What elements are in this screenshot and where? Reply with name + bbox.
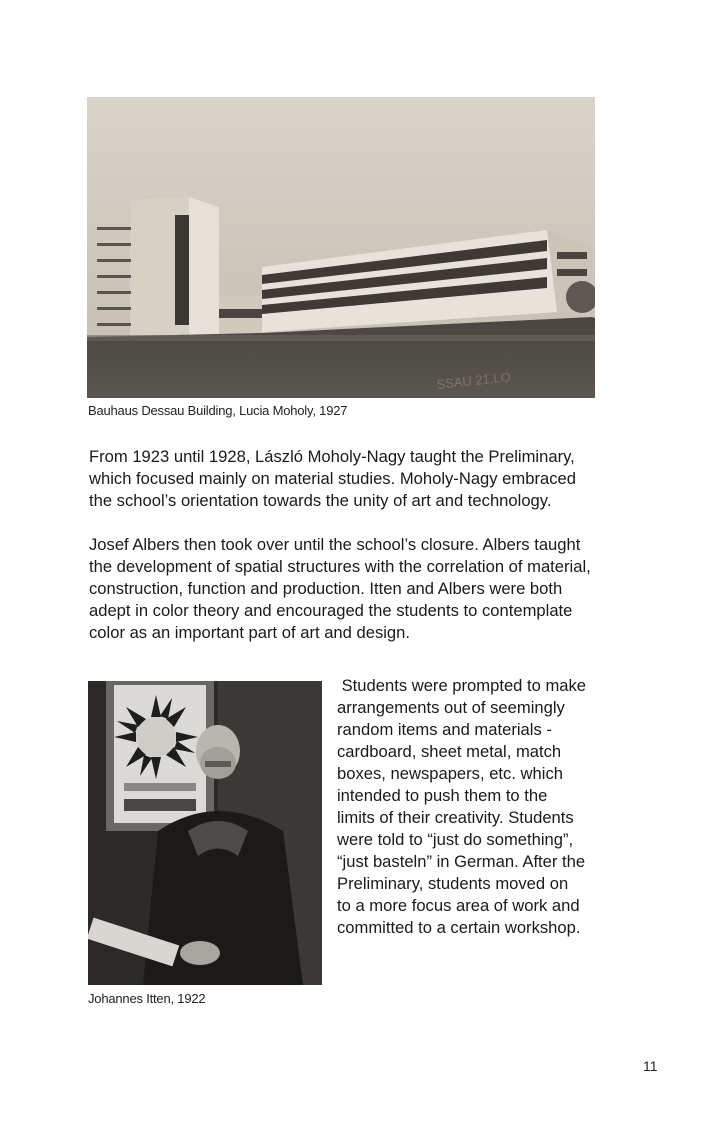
paragraph-line: the development of spatial structures with the correlation of material, [89,557,591,576]
paragraph-line: committed to a certain workshop. [337,918,581,937]
paragraph-line: limits of their creativity. Students [337,808,574,827]
paragraph-line: “just basteln” in German. After the [337,852,586,871]
paragraph-line: cardboard, sheet metal, match [337,742,562,761]
paragraph-line: were told to “just do something”, [337,830,574,849]
postmark-text: SSAU 21.LO [435,369,512,392]
paragraph-line: the school’s orientation towards the unity of art and technology. [89,491,552,510]
paragraph-line: Preliminary, students moved on [337,874,569,893]
paragraph-line: Students were prompted to make [337,676,587,695]
johannes-itten-photo [88,681,322,985]
figure-caption-itten: Johannes Itten, 1922 [88,991,206,1006]
paragraph-moholy-nagy [89,446,576,512]
paragraph-line: arrangements out of seemingly [337,698,565,717]
paragraph-line: construction, function and production. Itten and Albers were both [89,579,563,598]
figure-caption-bauhaus: Bauhaus Dessau Building, Lucia Moholy, 1927 [88,403,348,418]
paragraph-line: color as an important part of art and design. [89,623,410,642]
paragraph-line: From 1923 until 1928, László Moholy-Nagy taught the Preliminary, [89,447,575,466]
bauhaus-building-photo [87,97,595,398]
paragraph-line: to a more focus area of work and [337,896,580,915]
paragraph-line: which focused mainly on material studies. Moholy-Nagy embraced [89,469,576,488]
page-number: 11 [643,1058,658,1074]
paragraph-line: boxes, newspapers, etc. which [337,764,563,783]
paragraph-students [337,675,586,939]
paragraph-line: intended to push them to the [337,786,548,805]
paragraph-line: Josef Albers then took over until the school’s closure. Albers taught [89,535,581,554]
paragraph-line: adept in color theory and encouraged the students to contemplate [89,601,573,620]
paragraph-line: random items and materials - [337,720,552,739]
paragraph-albers [89,534,591,644]
